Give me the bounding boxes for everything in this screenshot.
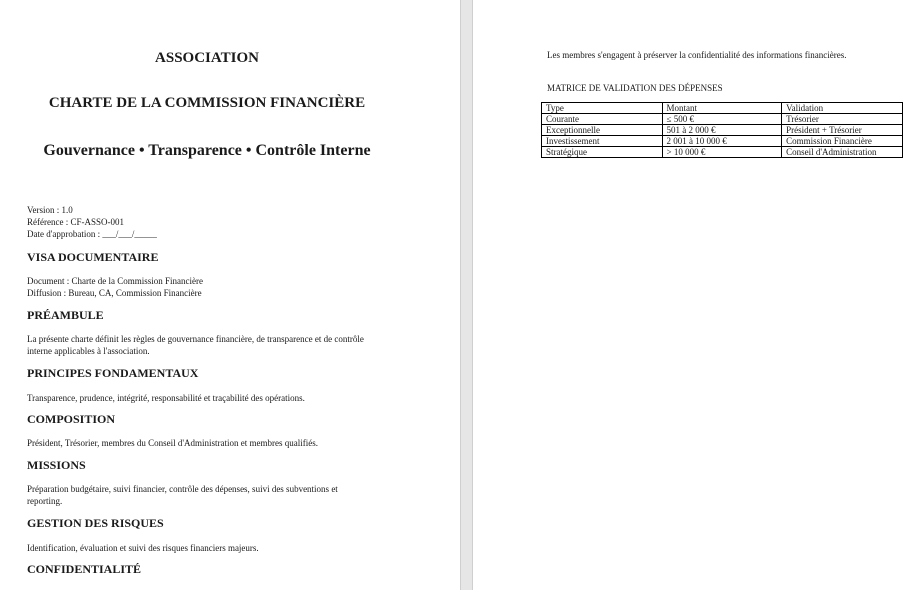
table-row: [542, 114, 903, 125]
heading-confidentialite: CONFIDENTIALITÉ: [27, 562, 142, 576]
table-cell: > 10 000 €: [662, 147, 782, 158]
composition-text: Président, Trésorier, membres du Conseil d'Administration et membres qualifiés.: [27, 438, 318, 448]
title-charte: CHARTE DE LA COMMISSION FINANCIÈRE: [48, 95, 366, 111]
table-row: [542, 136, 903, 147]
table-cell: Trésorier: [782, 114, 903, 125]
meta-version: Version : 1.0: [27, 205, 73, 215]
table-cell: Investissement: [542, 136, 663, 147]
heading-risques: GESTION DES RISQUES: [27, 516, 164, 530]
table-header-row: [542, 103, 903, 114]
visa-document: Document : Charte de la Commission Financière: [27, 276, 203, 286]
table-header-cell: Type: [542, 103, 663, 114]
table-cell: Commission Financière: [782, 136, 903, 147]
table-row: [542, 125, 903, 136]
meta-date: Date d'approbation : ___/___/_____: [27, 229, 157, 239]
document-page-right: [473, 0, 912, 590]
title-subtitle: Gouvernance • Transparence • Contrôle Interne: [43, 142, 371, 159]
risques-text: Identification, évaluation et suivi des risques financiers majeurs.: [27, 543, 259, 553]
table-cell: ≤ 500 €: [662, 114, 782, 125]
table-header-cell: Montant: [662, 103, 782, 114]
visa-diffusion: Diffusion : Bureau, CA, Commission Financière: [27, 288, 202, 298]
table-cell: Exceptionnelle: [542, 125, 663, 136]
table-cell: Stratégique: [542, 147, 663, 158]
principes-text: Transparence, prudence, intégrité, responsabilité et traçabilité des opérations.: [27, 393, 305, 403]
heading-missions: MISSIONS: [27, 458, 86, 472]
preambule-text: La présente charte définit les règles de gouvernance financière, de transparence et de contrôle interne applicables à l'association.: [27, 334, 364, 356]
table-cell: 2 001 à 10 000 €: [662, 136, 782, 147]
heading-principes: PRINCIPES FONDAMENTAUX: [27, 366, 199, 380]
table-row: [542, 147, 903, 158]
meta-reference: Référence : CF-ASSO-001: [27, 217, 124, 227]
table-header-cell: Validation: [782, 103, 903, 114]
title-association: ASSOCIATION: [155, 50, 259, 66]
confidentiality-text: Les membres s'engagent à préserver la confidentialité des informations financières.: [547, 50, 847, 60]
heading-preambule: PRÉAMBULE: [27, 308, 104, 322]
table-cell: Conseil d'Administration: [782, 147, 903, 158]
validation-matrix-table: [541, 102, 903, 158]
matrix-title: MATRICE DE VALIDATION DES DÉPENSES: [547, 83, 723, 93]
table-cell: Président + Trésorier: [782, 125, 903, 136]
heading-visa: VISA DOCUMENTAIRE: [27, 250, 159, 264]
heading-composition: COMPOSITION: [27, 412, 116, 426]
table-cell: Courante: [542, 114, 663, 125]
table-cell: 501 à 2 000 €: [662, 125, 782, 136]
missions-text: Préparation budgétaire, suivi financier, contrôle des dépenses, suivi des subventions et reporting.: [27, 484, 338, 506]
page-gap-divider: [460, 0, 473, 590]
